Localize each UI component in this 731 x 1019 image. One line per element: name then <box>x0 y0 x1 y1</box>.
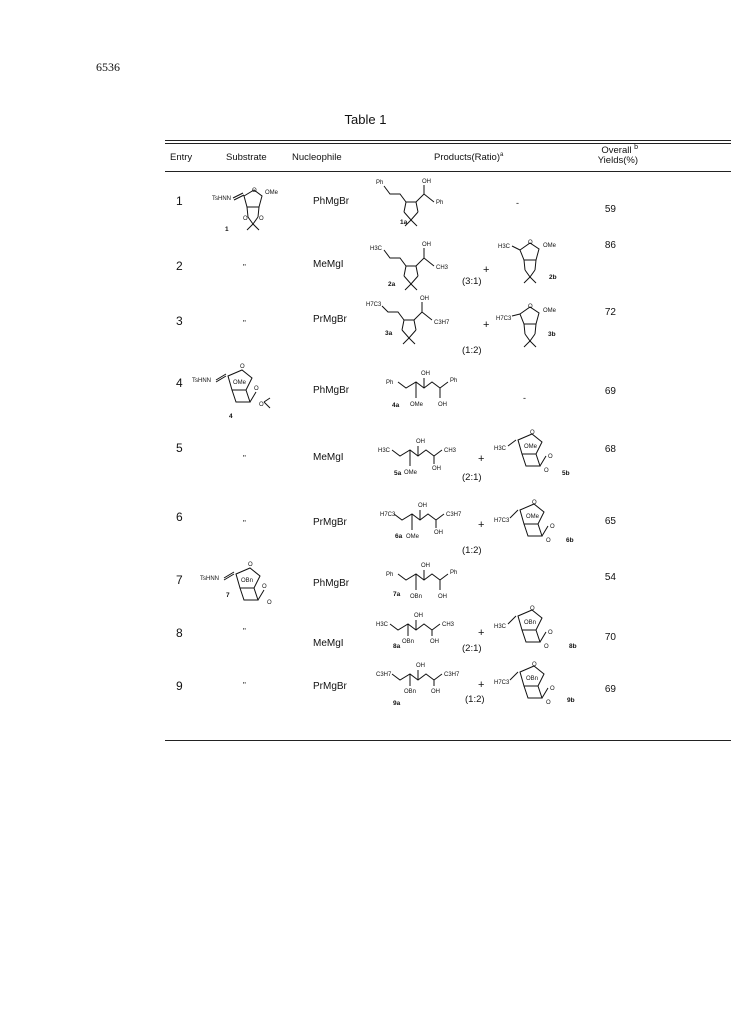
product-a-oh2: OH <box>431 689 440 695</box>
no-second-product: - <box>516 198 519 208</box>
product-b-substituent: OMe <box>524 444 538 450</box>
nucleophile: PrMgBr <box>313 314 347 325</box>
ditto-mark: " <box>243 454 246 463</box>
substrate-label: 7 <box>226 592 230 599</box>
product-a-right-group: Ph <box>450 378 458 384</box>
yield: 59 <box>604 204 616 215</box>
product-a-right-group: CH3 <box>444 448 457 454</box>
yield: 86 <box>604 240 616 251</box>
product-b-label: 3b <box>548 331 556 338</box>
product-b-substituent: OBn <box>524 620 537 626</box>
product-b-left-group: H7C3 <box>496 316 512 322</box>
header-products-text: Products(Ratio) <box>434 152 500 164</box>
entry-number: 6 <box>176 510 183 524</box>
product-a-left-group: H7C3 <box>366 302 382 308</box>
ring-oxygen-3: O <box>267 600 272 606</box>
ring-oxygen: O <box>240 364 245 370</box>
product-a-left-group: H7C3 <box>380 512 396 518</box>
acetonide-oxygen-2: O <box>259 216 264 222</box>
yield: 65 <box>604 516 616 527</box>
product-a-label: 2a <box>388 281 396 288</box>
product-ratio: (1:2) <box>462 545 482 556</box>
table-top-rule-2 <box>165 143 731 144</box>
product-b-label: 9b <box>567 697 575 704</box>
ring-oxygen-3: O <box>544 644 549 650</box>
ring-oxygen: O <box>528 240 533 246</box>
entry-number: 3 <box>176 314 183 328</box>
product-b-substituent: OMe <box>526 514 540 520</box>
product-a-structure <box>366 294 476 354</box>
ditto-mark: " <box>243 519 246 528</box>
product-a-oh: OH <box>422 179 431 185</box>
ring-oxygen: O <box>530 606 535 612</box>
no-second-product: - <box>523 393 526 403</box>
product-a-right-group: C3H7 <box>446 512 462 518</box>
header-substrate: Substrate <box>226 152 267 163</box>
product-a-oh2: OH <box>432 466 441 472</box>
ring-oxygen: O <box>532 500 537 506</box>
ring-oxygen: O <box>532 662 537 668</box>
product-a-oh: OH <box>421 371 430 377</box>
substrate-structure <box>186 362 296 420</box>
product-a-obn: OBn <box>404 689 417 695</box>
ring-oxygen-2: O <box>254 386 259 392</box>
product-a-structure <box>370 240 480 300</box>
product-a-label: 8a <box>393 643 401 650</box>
product-a-obn: OBn <box>410 594 423 600</box>
page-number: 6536 <box>96 60 120 74</box>
plus-sign: + <box>478 519 485 531</box>
plus-sign: + <box>478 679 485 691</box>
product-a-left-group: Ph <box>386 380 394 386</box>
product-ratio: (3:1) <box>462 276 482 287</box>
product-a-oh2: OH <box>434 530 443 536</box>
product-b-left-group: H7C3 <box>494 680 510 686</box>
header-yields-line2: Yields(%) <box>597 155 638 167</box>
header-products <box>434 152 503 163</box>
plus-sign: + <box>483 319 490 331</box>
ring-oxygen-3: O <box>544 468 549 474</box>
nucleophile: PrMgBr <box>313 517 347 528</box>
product-a-structure <box>386 560 496 614</box>
product-a-oh: OH <box>416 439 425 445</box>
product-b-substituent: OMe <box>543 308 557 314</box>
product-a-right-group: CH3 <box>436 265 449 271</box>
ditto-mark: " <box>243 681 246 690</box>
yield: 72 <box>604 307 616 318</box>
substrate-structure <box>200 560 310 618</box>
ring-oxygen-2: O <box>548 630 553 636</box>
substrate-structure <box>212 186 302 244</box>
table-bottom-rule <box>165 740 731 741</box>
entry-number: 1 <box>176 194 183 208</box>
ring-oxygen: O <box>530 430 535 436</box>
product-a-oh: OH <box>420 296 429 302</box>
product-b-structure <box>498 236 588 296</box>
table-header-rule <box>165 171 731 172</box>
entry-number: 5 <box>176 441 183 455</box>
header-entry: Entry <box>170 152 193 163</box>
plus-sign: + <box>478 453 485 465</box>
product-ratio: (1:2) <box>462 345 482 356</box>
yield: 54 <box>604 572 616 583</box>
header-yields-overall: Overall <box>601 145 632 157</box>
product-a-structure <box>376 176 486 240</box>
header-products-note: a <box>500 152 504 158</box>
product-a-oh: OH <box>416 663 425 669</box>
ring-oxygen: O <box>528 304 533 310</box>
ring-oxygen-3: O <box>259 402 264 408</box>
substrate-substituent: OBn <box>241 578 254 584</box>
header-nucleophile: Nucleophile <box>292 152 342 163</box>
product-a-right-group: Ph <box>450 570 458 576</box>
product-ratio: (1:2) <box>465 694 485 705</box>
header-yields-note: b <box>634 144 638 151</box>
product-b-label: 6b <box>566 537 574 544</box>
entry-number: 7 <box>176 573 183 587</box>
nucleophile: PhMgBr <box>313 578 350 589</box>
substrate-label: 1 <box>225 226 229 233</box>
product-a-left-group: H3C <box>370 246 383 252</box>
entry-number: 4 <box>176 376 183 390</box>
acetonide-oxygen-1: O <box>243 216 248 222</box>
product-a-ome: OMe <box>410 402 424 408</box>
ring-oxygen-3: O <box>546 538 551 544</box>
substrate-group: TsHNN <box>212 196 231 202</box>
product-b-structure <box>494 498 590 552</box>
table-title: Table 1 <box>344 112 387 127</box>
product-b-label: 8b <box>569 643 577 650</box>
substrate-group: TsHNN <box>192 378 211 384</box>
product-b-left-group: H3C <box>498 244 511 250</box>
nucleophile: PhMgBr <box>313 385 350 396</box>
yield: 70 <box>604 632 616 643</box>
product-b-substituent: OMe <box>543 243 557 249</box>
product-a-label: 3a <box>385 330 393 337</box>
nucleophile: PhMgBr <box>313 196 350 207</box>
product-a-oh: OH <box>418 503 427 509</box>
product-b-left-group: H3C <box>494 446 507 452</box>
product-b-substituent: OBn <box>526 676 539 682</box>
ditto-mark: " <box>243 319 246 328</box>
product-b-structure <box>494 430 590 484</box>
entry-number: 9 <box>176 679 183 693</box>
ring-oxygen: O <box>252 188 257 194</box>
product-a-left-group: H3C <box>376 622 389 628</box>
product-a-right-group: Ph <box>436 200 444 206</box>
table-top-rule <box>165 140 731 141</box>
product-a-oh: OH <box>414 613 423 619</box>
product-a-label: 4a <box>392 402 400 409</box>
product-ratio: (2:1) <box>462 472 482 483</box>
product-a-oh2: OH <box>430 639 439 645</box>
product-a-oh: OH <box>421 563 430 569</box>
product-a-obn: OBn <box>402 639 415 645</box>
substrate-group: TsHNN <box>200 576 219 582</box>
product-b-structure <box>494 662 590 716</box>
product-a-right-group: C3H7 <box>444 672 460 678</box>
yield: 69 <box>604 386 616 397</box>
nucleophile: MeMgI <box>313 259 344 270</box>
product-a-oh: OH <box>422 242 431 248</box>
ditto-mark: " <box>243 627 246 636</box>
nucleophile: MeMgI <box>313 452 344 463</box>
nucleophile: PrMgBr <box>313 681 347 692</box>
ring-oxygen-2: O <box>550 686 555 692</box>
product-a-structure <box>386 366 496 420</box>
product-b-structure <box>494 606 590 660</box>
product-b-label: 5b <box>562 470 570 477</box>
substrate-substituent: OMe <box>233 380 247 386</box>
entry-number: 2 <box>176 259 183 273</box>
product-ratio: (2:1) <box>462 643 482 654</box>
ditto-mark: " <box>243 263 246 272</box>
product-a-left-group: Ph <box>376 180 384 186</box>
product-a-right-group: CH3 <box>442 622 455 628</box>
product-a-left-group: Ph <box>386 572 394 578</box>
plus-sign: + <box>483 264 490 276</box>
ring-oxygen-2: O <box>548 454 553 460</box>
product-b-structure <box>496 300 586 360</box>
plus-sign: + <box>478 627 485 639</box>
product-a-label: 7a <box>393 591 401 598</box>
header-yields <box>568 143 638 166</box>
product-b-label: 2b <box>549 274 557 281</box>
product-b-left-group: H7C3 <box>494 518 510 524</box>
product-a-ome: OMe <box>406 534 420 540</box>
product-a-label: 5a <box>394 470 402 477</box>
product-b-left-group: H3C <box>494 624 507 630</box>
ring-oxygen: O <box>248 562 253 568</box>
product-a-oh2: OH <box>438 594 447 600</box>
product-a-left-group: H3C <box>378 448 391 454</box>
ring-oxygen-2: O <box>550 524 555 530</box>
yield: 68 <box>604 444 616 455</box>
nucleophile: MeMgI <box>313 638 344 649</box>
yield: 69 <box>604 684 616 695</box>
product-a-ome: OMe <box>404 470 418 476</box>
product-a-left-group: C3H7 <box>376 672 392 678</box>
entry-number: 8 <box>176 626 183 640</box>
substrate-label: 4 <box>229 413 233 420</box>
product-a-label: 9a <box>393 700 401 707</box>
substrate-substituent: OMe <box>265 190 279 196</box>
product-a-oh2: OH <box>438 402 447 408</box>
product-a-structure <box>376 662 486 716</box>
ring-oxygen-2: O <box>262 584 267 590</box>
ring-oxygen-3: O <box>546 700 551 706</box>
product-a-label: 1a <box>400 219 408 226</box>
product-a-label: 6a <box>395 533 403 540</box>
product-a-right-group: C3H7 <box>434 320 450 326</box>
product-a-structure <box>376 610 486 664</box>
